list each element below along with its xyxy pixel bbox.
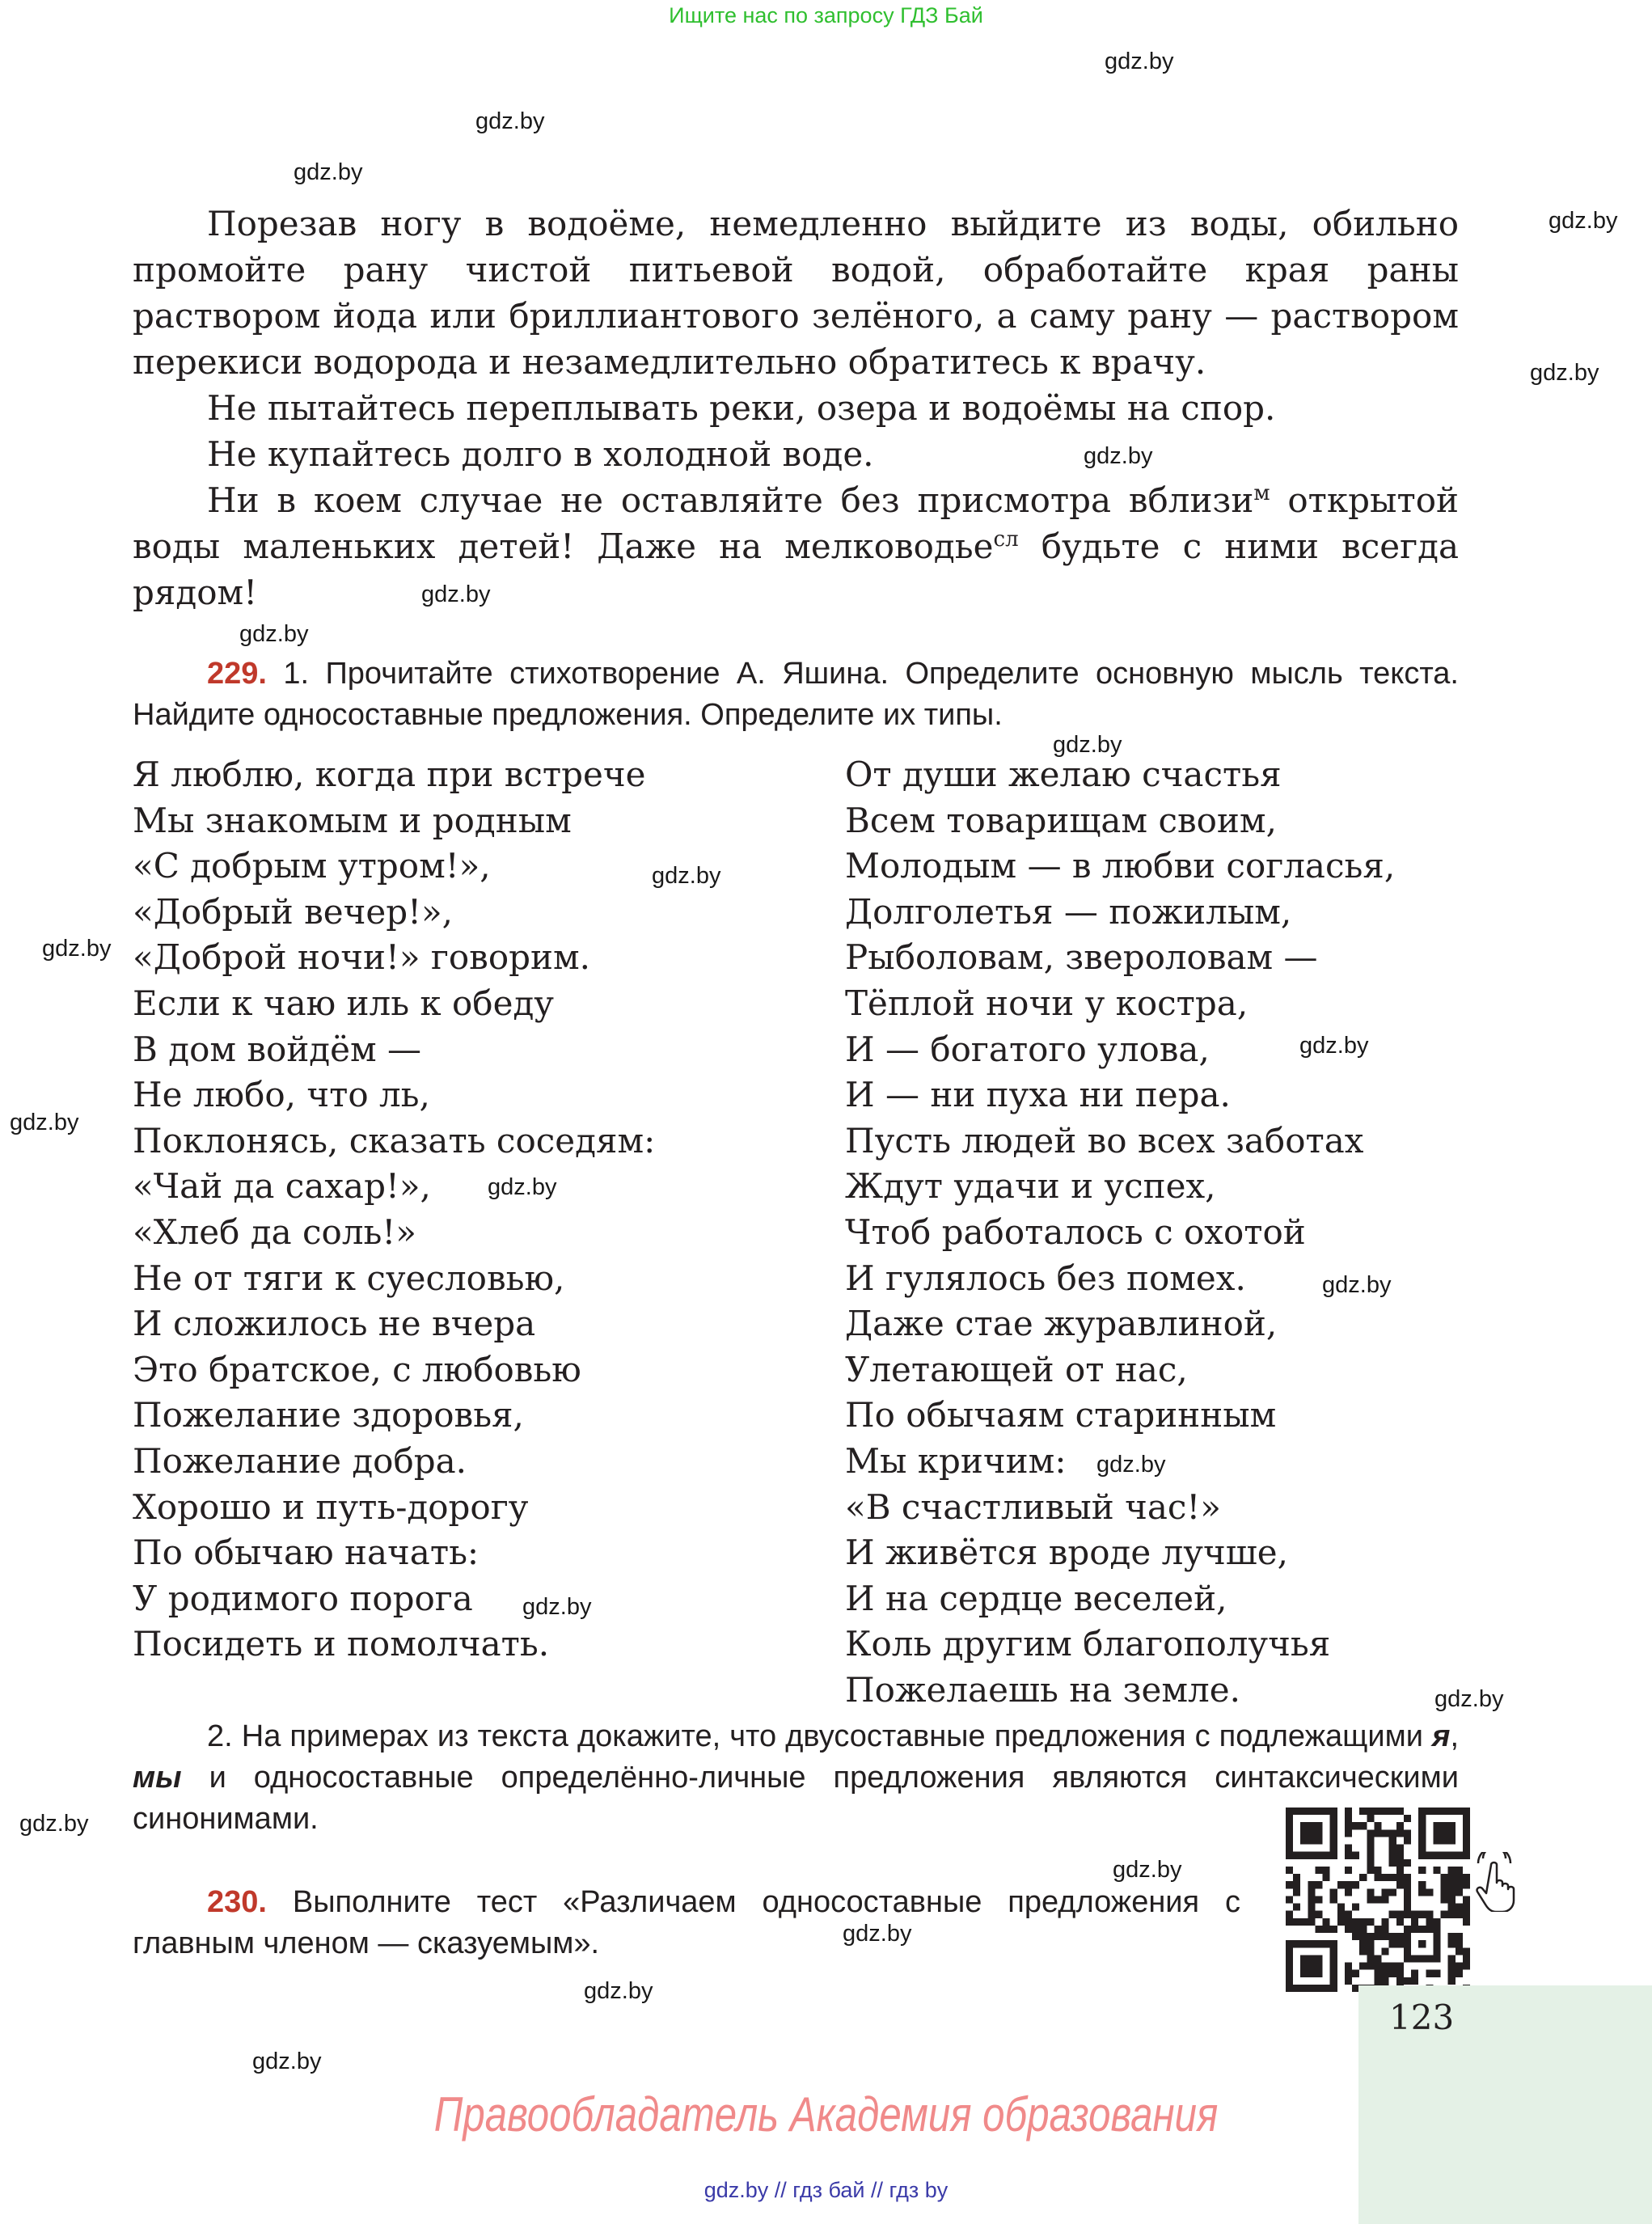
poem-left-column [133,752,655,1668]
watermark: gdz.by [843,1921,912,1947]
copyright-notice: Правообладатель Академия образования [433,2087,1219,2142]
watermark: gdz.by [421,581,491,607]
footer-links[interactable]: gdz.by // гдз бай // гдз by [703,2178,949,2202]
poem-line: Посидеть и помолчать. [133,1624,550,1664]
prose-paragraph: Порезав ногу в водоёме, немедленно выйдите из воды, обильно промойте рану чистой питьевой водой, обработайте края раны раствором йода или бриллиантового зелёного, а саму рану — раствором перекиси водорода и незамедлительно обратитесь к врачу. [133,204,1459,382]
poem-line: Пусть людей во всех заботах [845,1120,1364,1161]
poem-line: Даже стае журавлиной, [845,1304,1278,1344]
watermark: gdz.by [584,1978,653,2004]
watermark: gdz.by [1548,208,1618,234]
poem-line: Я люблю, когда при встрече [133,755,646,794]
watermark: gdz.by [1299,1033,1369,1059]
poem-line: Пожелание здоровья, [133,1395,524,1435]
watermark: gdz.by [652,863,721,889]
qr-code[interactable] [1286,1808,1470,1992]
poem-line: «Доброй ночи!» говорим. [133,937,591,978]
poem-line: Ждут удачи и успех, [845,1166,1216,1207]
poem-line: В дом войдём — [133,1029,422,1069]
watermark: gdz.by [252,2049,322,2074]
safety-prose [133,201,1459,615]
poem-line: И живётся вроде лучше, [845,1533,1289,1573]
poem-line: Рыболовам, звероловам — [845,937,1318,978]
footnote-mark: м [1253,481,1270,505]
watermark: gdz.by [488,1174,557,1200]
poem-line: Всем товарищам своим, [845,800,1277,840]
exercise-number: 229. [207,657,267,691]
poem-line: «С добрым утром!», [133,846,491,886]
poem-line: Мы кричим: [845,1440,1067,1481]
exercise-emphasis: мы [133,1761,182,1795]
poem-line: От души желаю счастья [845,755,1282,794]
watermark: gdz.by [1053,732,1122,758]
exercise-text: и односоставные определённо-личные предложения являются синтаксическими синонимами. [133,1761,1459,1836]
prose-text: Ни в коем случае не оставляйте без присмотра вблизи [207,480,1254,520]
poem-line: Тёплой ночи у костра, [845,983,1249,1023]
poem-line: «Чай да сахар!», [133,1166,431,1207]
watermark: gdz.by [294,159,363,185]
watermark: gdz.by [19,1811,89,1837]
poem-line: Хорошо и путь-дорогу [133,1486,529,1527]
watermark: gdz.by [522,1594,592,1620]
exercise-number: 230. [207,1885,267,1919]
prose-text: открытой воды маленьких детей! Даже на мелководье [133,480,1459,566]
poem-line: Не любо, что ль, [133,1075,430,1115]
exercise-229-task [133,653,1459,736]
watermark: gdz.by [10,1110,79,1135]
poem-line: Мы знакомым и родным [133,800,572,840]
exercise-text: Выполните тест «Различаем односоставные предложения с главным членом — сказуемым». [133,1885,1240,1960]
page-number: 123 [1389,1998,1455,2037]
exercise-text: 1. Прочитайте стихотворение А. Яшина. Определите основную мысль текста. Найдите односоставные предложения. Определите их типы. [133,657,1459,732]
footnote-mark: сл [993,527,1019,552]
poem-line: Пожелание добра. [133,1440,467,1481]
watermark: gdz.by [1322,1272,1392,1298]
poem-line: По обычаям старинным [845,1395,1277,1435]
poem-line: Если к чаю иль к обеду [133,983,555,1023]
exercise-229-task-2 [133,1716,1459,1840]
watermark: gdz.by [475,108,545,134]
poem-line: И — богатого улова, [845,1029,1210,1069]
poem-line: Молодым — в любви согласья, [845,846,1396,886]
poem-line: Долголетья — пожилым, [845,891,1292,932]
watermark: gdz.by [1113,1857,1182,1883]
watermark: gdz.by [42,936,112,962]
exercise-230-task [133,1882,1240,1964]
prose-paragraph [133,477,1459,615]
poem-right-column [845,752,1395,1713]
poem-line: «Добрый вечер!», [133,891,454,932]
poem-line: «Хлеб да соль!» [133,1211,416,1252]
poem-line: И сложилось не вчера [133,1304,536,1344]
poem-line: Чтоб работалось с охотой [845,1211,1306,1252]
poem-line: И на сердце веселей, [845,1578,1227,1618]
poem-line: Это братское, с любовью [133,1349,581,1389]
poem-line: И — ни пуха ни пера. [845,1075,1231,1115]
search-banner[interactable]: Ищите нас по запросу ГДЗ Бай [669,3,983,27]
watermark: gdz.by [239,621,309,647]
watermark: gdz.by [1105,49,1174,74]
poem-line: И гулялось без помех. [845,1258,1246,1298]
poem-line: «В счастливый час!» [845,1486,1221,1527]
poem-line: Улетающей от нас, [845,1349,1188,1389]
tap-finger-icon[interactable] [1472,1852,1522,1912]
poem-line: Поклонясь, сказать соседям: [133,1120,656,1161]
prose-text: будьте с ними всегда рядом! [133,526,1459,612]
watermark: gdz.by [1084,443,1153,469]
poem-line: Пожелаешь на земле. [845,1669,1240,1710]
poem-line: Не от тяги к суесловью, [133,1258,565,1298]
watermark: gdz.by [1096,1452,1166,1478]
prose-paragraph: Не пытайтесь переплывать реки, озера и водоёмы на спор. [207,388,1276,428]
poem-line: По обычаю начать: [133,1533,480,1573]
exercise-emphasis: я [1432,1719,1451,1753]
poem-line: У родимого порога [133,1578,473,1618]
exercise-text: , [1450,1719,1459,1753]
watermark: gdz.by [1434,1686,1504,1712]
watermark: gdz.by [1530,360,1599,386]
poem-line: Коль другим благополучья [845,1624,1331,1664]
exercise-text: 2. На примерах из текста докажите, что двусоставные предложения с подлежащими [207,1719,1433,1753]
prose-paragraph: Не купайтесь долго в холодной воде. [207,434,874,474]
